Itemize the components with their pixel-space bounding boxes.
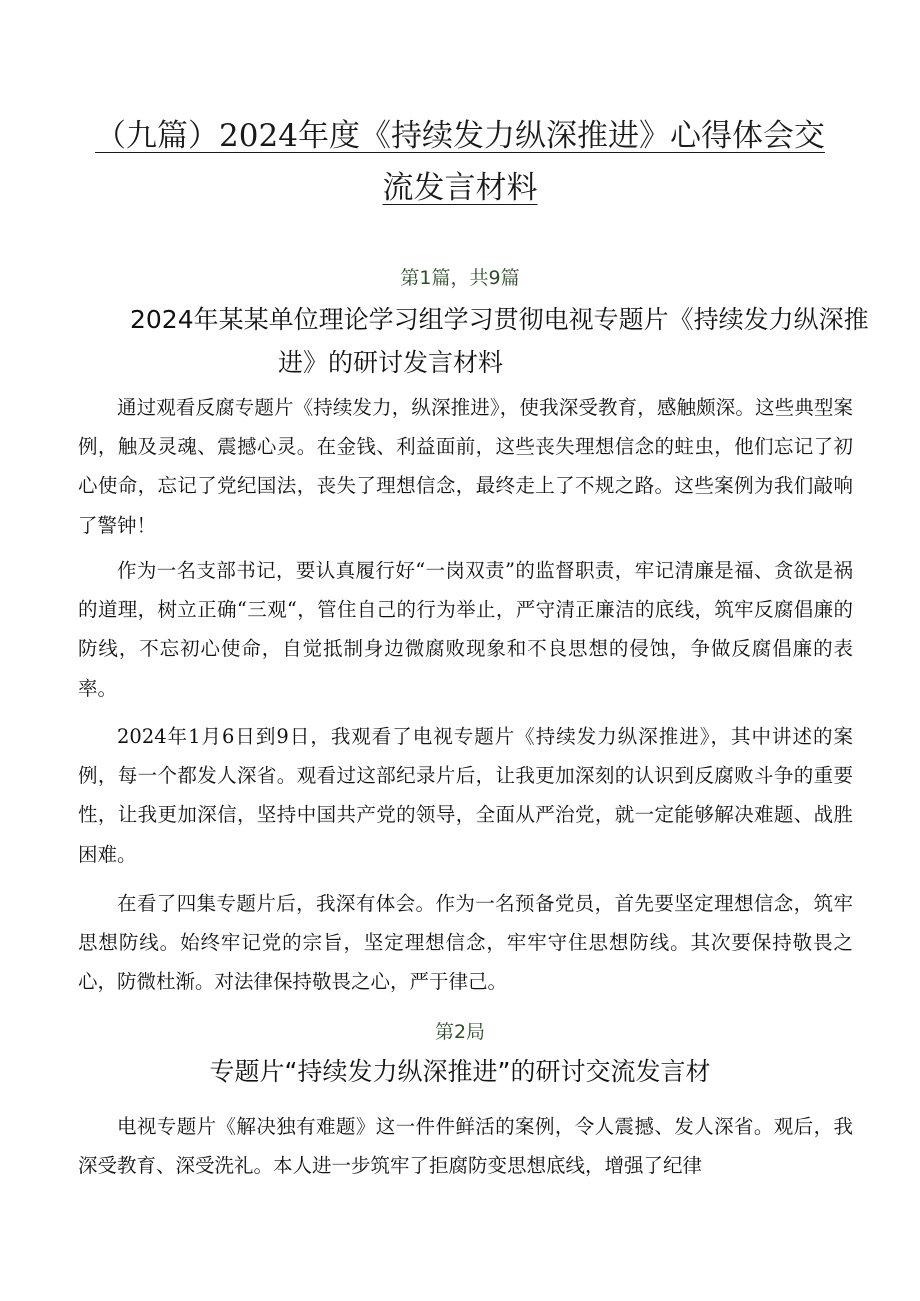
section1-paragraph-4: 在看了四集专题片后，我深有体会。作为一名预备党员，首先要坚定理想信念，筑牢思想防线。始终牢记党的宗旨，坚定理想信念，牢牢守住思想防线。其次要保持敬畏之心，防微杜渐。对法律保持敬畏之心，严于律己。	[78, 892, 853, 994]
document-title-line1: （九篇）2024年度《持续发力纵深推进》心得体会交	[95, 118, 825, 154]
section2-label: 第2局	[434, 1021, 486, 1043]
section1-heading-line1: 2024年某某单位理论学习组学习贯彻电视专题片《持续发力纵深推	[130, 305, 869, 334]
section1-heading-line2: 进》的研讨发言材料	[278, 348, 504, 377]
document-title-line2: 流发言材料	[382, 170, 538, 206]
section2-heading: 专题片“持续发力纵深推进”的研讨交流发言材	[209, 1057, 711, 1086]
section1-paragraph-1: 通过观看反腐专题片《持续发力，纵深推进》，使我深受教育，感触颇深。这些典型案例，触及灵魂、震撼心灵。在金钱、利益面前，这些丧失理想信念的蛀虫，他们忘记了初心使命，忘记了党纪国法，丧失了理想信念，最终走上了不规之路。这些案例为我们敲响了警钟！	[78, 396, 853, 537]
section1-paragraph-3: 2024年1月6日到9日，我观看了电视专题片《持续发力纵深推进》，其中讲述的案例，每一个都发人深省。观看过这部纪录片后，让我更加深刻的认识到反腐败斗争的重要性，让我更加深信，坚持中国共产党的领导，全面从严治党，就一定能够解决难题、战胜困难。	[78, 725, 853, 866]
section2-paragraph-1: 电视专题片《解决独有难题》这一件件鲜活的案例，令人震撼、发人深省。观后，我深受教育、深受洗礼。本人进一步筑牢了拒腐防变思想底线，增强了纪律	[78, 1115, 853, 1178]
section1-paragraph-2: 作为一名支部书记，要认真履行好“一岗双责”的监督职责，牢记清廉是福、贪欲是祸的道理，树立正确“三观“，管住自己的行为举止，严守清正廉洁的底线，筑牢反腐倡廉的防线，不忘初心使命，自觉抵制身边微腐败现象和不良思想的侵蚀，争做反腐倡廉的表率。	[78, 559, 853, 700]
section1-label: 第1篇，共9篇	[400, 267, 520, 289]
document-title	[60, 110, 860, 214]
